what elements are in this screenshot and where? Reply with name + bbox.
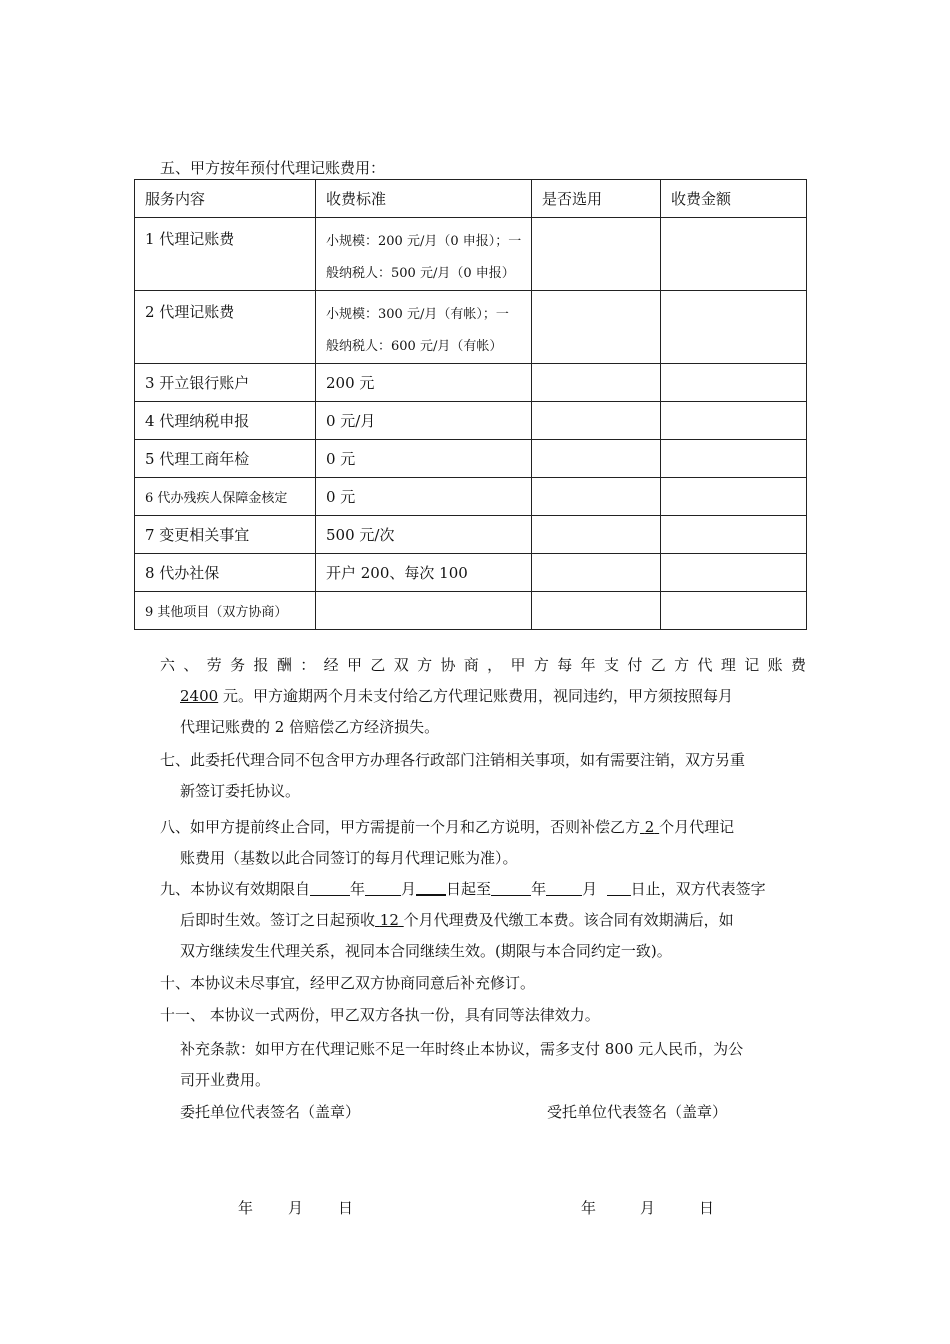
row-item: 3 开立银行账户 (135, 364, 316, 402)
prepay-months (375, 911, 404, 929)
section-11-text: 十一、 本协议一式两份，甲乙双方各执一份，具有同等法律效力。 (160, 1006, 600, 1024)
start-day-blank[interactable] (416, 879, 446, 896)
section-8-line-1-a: 八、如甲方提前终止合同，甲方需提前一个月和乙方说明，否则补偿乙方 (160, 818, 641, 836)
table-header-row (135, 180, 807, 218)
row-amount-cell (661, 218, 807, 291)
row-fee (316, 592, 532, 630)
section-7 (160, 745, 806, 807)
row-item: 1 代理记账费 (135, 218, 316, 291)
row-fee-line: 般纳税人：500 元/月（0 申报） (326, 266, 515, 281)
row-fee: 0 元 (316, 478, 532, 516)
supplement (180, 1034, 806, 1096)
row-fee: 200 元 (316, 364, 532, 402)
supplement-line-2: 司开业费用。 (180, 1071, 271, 1089)
start-year-blank[interactable] (310, 880, 350, 896)
table-row (135, 218, 807, 291)
row-amount-cell (661, 516, 807, 554)
row-amount-cell (661, 364, 807, 402)
row-item: 6 代办残疾人保障金核定 (135, 478, 316, 516)
section-7-line-2: 新签订委托协议。 (180, 782, 301, 800)
end-day-blank[interactable] (607, 880, 631, 896)
section-6-line-2-text: 元。甲方逾期两个月未支付给乙方代理记账费用，视同违约，甲方须按照每月 (222, 687, 733, 705)
section-10 (160, 968, 806, 999)
row-selected-cell (532, 516, 661, 554)
start-year-label: 年 (350, 880, 366, 898)
agent-date-day: 日 (699, 1199, 715, 1217)
compensation-months (640, 818, 659, 836)
section-6-line-3: 代理记账费的 2 倍赔偿乙方经济损失。 (180, 718, 440, 736)
fee-table (134, 179, 807, 630)
row-fee: 0 元 (316, 440, 532, 478)
agent-signature-label: 受托单位代表签名（盖章） (547, 1103, 728, 1121)
row-amount-cell (661, 291, 807, 364)
header-fee-standard: 收费标准 (316, 180, 532, 218)
row-selected-cell (532, 478, 661, 516)
row-amount-cell (661, 478, 807, 516)
section-9-line-3: 双方继续发生代理关系，视同本合同继续生效。(期限与本合同约定一致)。 (180, 942, 672, 960)
start-month-label: 月 (401, 880, 417, 898)
row-amount-cell (661, 440, 807, 478)
section-9-line-1 (160, 874, 806, 905)
row-selected-cell (532, 440, 661, 478)
section-8-line-2: 账费用（基数以此合同签订的每月代理记账为准）。 (180, 849, 518, 867)
section-5-title: 五、甲方按年预付代理记账费用： (160, 159, 386, 177)
row-fee (316, 218, 532, 291)
row-selected-cell (532, 364, 661, 402)
client-date-day: 日 (338, 1199, 354, 1217)
section-8-line-1-b: 个月代理记 (659, 818, 735, 836)
row-item: 9 其他项目（双方协商） (135, 592, 316, 630)
client-signature-label: 委托单位代表签名（盖章） (180, 1103, 361, 1121)
table-row (135, 554, 807, 592)
row-item: 5 代理工商年检 (135, 440, 316, 478)
section-8-line-1 (160, 812, 806, 843)
agent-date-month: 月 (640, 1199, 656, 1217)
table-row (135, 364, 807, 402)
row-fee: 开户 200、每次 100 (316, 554, 532, 592)
table-row (135, 516, 807, 554)
start-month-blank[interactable] (365, 880, 401, 896)
row-fee-line: 小规模：300 元/月（有帐）；一 (326, 307, 509, 322)
end-month-blank[interactable] (546, 880, 582, 896)
table-row (135, 291, 807, 364)
row-selected-cell (532, 218, 661, 291)
section-9-line-2-a: 后即时生效。签订之日起预收 (180, 911, 376, 929)
row-fee (316, 291, 532, 364)
section-6-line-2 (160, 681, 806, 712)
header-selected: 是否选用 (532, 180, 661, 218)
agent-date-year: 年 (581, 1199, 597, 1217)
section-6-line-1: 六、劳务报酬：经甲乙双方协商，甲方每年支付乙方代理记账费 (160, 656, 806, 674)
section-9-line-2 (160, 905, 806, 936)
table-row (135, 402, 807, 440)
header-service: 服务内容 (135, 180, 316, 218)
row-fee: 0 元/月 (316, 402, 532, 440)
compensation-months-value: 2 (644, 818, 655, 836)
row-selected-cell (532, 592, 661, 630)
row-fee-line: 般纳税人：600 元/月（有帐） (326, 339, 503, 354)
section-11 (160, 1000, 806, 1031)
section-9-line-2-b: 个月代理费及代缴工本费。该合同有效期满后，如 (403, 911, 734, 929)
row-item: 4 代理纳税申报 (135, 402, 316, 440)
section-9 (160, 874, 806, 967)
table-row (135, 440, 807, 478)
end-year-blank[interactable] (491, 880, 531, 896)
row-item: 7 变更相关事宜 (135, 516, 316, 554)
supplement-line-1: 补充条款：如甲方在代理记账不足一年时终止本协议，需多支付 800 元人民币，为公 (180, 1040, 744, 1058)
row-amount-cell (661, 592, 807, 630)
section-6 (160, 650, 806, 743)
table-row (135, 478, 807, 516)
start-day-label: 日起至 (446, 880, 492, 898)
prepay-months-value: 12 (379, 911, 399, 929)
section-10-text: 十、本协议未尽事宜，经甲乙双方协商同意后补充修订。 (160, 974, 536, 992)
end-day-label: 日止，双方代表签字 (630, 880, 766, 898)
client-date-month: 月 (288, 1199, 304, 1217)
table-row (135, 592, 807, 630)
row-amount-cell (661, 402, 807, 440)
row-item: 2 代理记账费 (135, 291, 316, 364)
end-month-label: 月 (582, 880, 598, 898)
section-8 (160, 812, 806, 874)
client-date-year: 年 (238, 1199, 254, 1217)
row-selected-cell (532, 554, 661, 592)
row-fee-line: 小规模：200 元/月（0 申报）；一 (326, 234, 522, 249)
end-year-label: 年 (531, 880, 547, 898)
section-9-prefix: 九、本协议有效期限自 (160, 880, 311, 898)
row-selected-cell (532, 291, 661, 364)
row-amount-cell (661, 554, 807, 592)
section-7-line-1: 七、此委托代理合同不包含甲方办理各行政部门注销相关事项，如有需要注销，双方另重 (160, 751, 746, 769)
row-fee: 500 元/次 (316, 516, 532, 554)
annual-fee-amount: 2400 (180, 687, 219, 705)
header-amount: 收费金额 (661, 180, 807, 218)
row-selected-cell (532, 402, 661, 440)
row-item: 8 代办社保 (135, 554, 316, 592)
